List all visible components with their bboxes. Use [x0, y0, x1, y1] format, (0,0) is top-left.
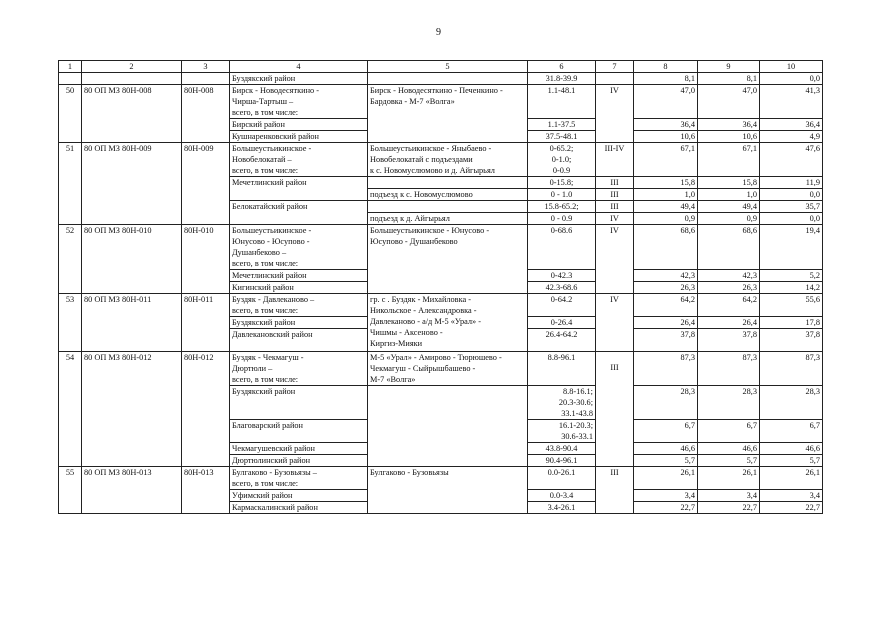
- length-value: 5,7: [698, 455, 760, 467]
- table-row: [59, 73, 823, 85]
- length-value: 49,4: [698, 201, 760, 213]
- length-value: 19,4: [760, 225, 823, 270]
- km-range: 42.3-68.6: [528, 282, 596, 294]
- header-cell: 9: [698, 61, 760, 73]
- road-category: III: [596, 201, 634, 213]
- road-name: Большеустьикинское - Юнусово - Юсупово - Душанбеково – всего, в том числе:: [230, 225, 368, 270]
- km-range: 0-68.6: [528, 225, 596, 270]
- length-value: 1,0: [698, 189, 760, 201]
- road-category: III: [596, 189, 634, 201]
- length-value: 87,3: [634, 352, 698, 386]
- length-value: 15,8: [634, 177, 698, 189]
- length-value: 46,6: [634, 443, 698, 455]
- road-category: III: [596, 177, 634, 189]
- road-category: III-IV: [596, 143, 634, 177]
- road-route: гр. с . Буздяк - Михайловка - Никольское - Александровка - Давлеканово - а/д М-5 «Урал» - Чишмы - Аксеново - Киргиз-Мияки: [368, 294, 528, 352]
- length-value: 36,4: [760, 119, 823, 131]
- km-range: 0.0-3.4: [528, 490, 596, 502]
- header-cell: 4: [230, 61, 368, 73]
- length-value: 17,8: [760, 317, 823, 329]
- km-range: 0-26.4: [528, 317, 596, 329]
- header-cell: 8: [634, 61, 698, 73]
- road-short-code: 80Н-013: [182, 467, 230, 514]
- row-number: 52: [59, 225, 82, 294]
- road-short-code: 80Н-012: [182, 352, 230, 467]
- row-number: 54: [59, 352, 82, 467]
- length-value: 1,0: [634, 189, 698, 201]
- road-short-code: 80Н-009: [182, 143, 230, 225]
- road-short-code: 80Н-010: [182, 225, 230, 294]
- length-value: 26,4: [698, 317, 760, 329]
- road-name: Бирск - Новодесяткино - Чирша-Тартыш – всего, в том числе:: [230, 85, 368, 119]
- length-value: 26,3: [634, 282, 698, 294]
- length-value: 37,8: [634, 329, 698, 352]
- km-range: 16.1-20.3; 30.6-33.1: [528, 420, 596, 443]
- length-value: 36,4: [698, 119, 760, 131]
- road-code: 80 ОП МЗ 80Н-008: [82, 85, 182, 143]
- length-value: 3,4: [760, 490, 823, 502]
- header-cell: 10: [760, 61, 823, 73]
- km-range: 1.1-37.5: [528, 119, 596, 131]
- header-cell: 5: [368, 61, 528, 73]
- district-name: Бирский район: [230, 119, 368, 131]
- header-row: [59, 61, 823, 73]
- district-name: Чекмагушевский район: [230, 443, 368, 455]
- length-value: 47,0: [634, 85, 698, 119]
- length-value: 87,3: [698, 352, 760, 386]
- km-range: 0-15.8;: [528, 177, 596, 189]
- district-name: Кигинский район: [230, 282, 368, 294]
- length-value: 14,2: [760, 282, 823, 294]
- km-range: 0-65.2; 0-1.0; 0-0.9: [528, 143, 596, 177]
- length-value: 28,3: [698, 386, 760, 420]
- length-value: 0,0: [760, 73, 823, 85]
- header-cell: 2: [82, 61, 182, 73]
- roads-table: [58, 60, 823, 514]
- km-range: 8.8-16.1; 20.3-30.6; 33.1-43.8: [528, 386, 596, 420]
- length-value: 49,4: [634, 201, 698, 213]
- length-value: 4,9: [760, 131, 823, 143]
- road-short-code: 80Н-008: [182, 85, 230, 143]
- length-value: 5,7: [634, 455, 698, 467]
- length-value: 64,2: [698, 294, 760, 317]
- km-range: 90.4-96.1: [528, 455, 596, 467]
- km-range: 43.8-90.4: [528, 443, 596, 455]
- district-name: Дюртюлинский район: [230, 455, 368, 467]
- road-code: 80 ОП МЗ 80Н-013: [82, 467, 182, 514]
- km-range: 31.8-39.9: [528, 73, 596, 85]
- length-value: 5,7: [760, 455, 823, 467]
- km-range: 37.5-48.1: [528, 131, 596, 143]
- length-value: 36,4: [634, 119, 698, 131]
- row-number: 50: [59, 85, 82, 143]
- km-range: 0.0-26.1: [528, 467, 596, 490]
- length-value: 22,7: [760, 502, 823, 514]
- road-route: подъезд к д. Айгырьял: [368, 213, 528, 225]
- length-value: 68,6: [698, 225, 760, 270]
- length-value: 26,1: [698, 467, 760, 490]
- district-name: Благоварский район: [230, 420, 368, 443]
- header-cell: 1: [59, 61, 82, 73]
- road-category: IV: [596, 85, 634, 143]
- header-cell: 7: [596, 61, 634, 73]
- road-route: Большеустьикинское - Яныбаево - Новобелокатай с подъездами к с. Новомуслюмово и д. Айгырьял: [368, 143, 528, 177]
- road-code: 80 ОП МЗ 80Н-009: [82, 143, 182, 225]
- district-name: Буздякский район: [230, 386, 368, 420]
- road-name: Буздяк - Чекмагуш - Дюртюли – всего, в том числе:: [230, 352, 368, 386]
- length-value: 41,3: [760, 85, 823, 119]
- table-row: [59, 294, 823, 317]
- km-range: 26.4-64.2: [528, 329, 596, 352]
- km-range: 15.8-65.2;: [528, 201, 596, 213]
- road-category: III: [596, 352, 634, 467]
- length-value: 22,7: [698, 502, 760, 514]
- road-code: 80 ОП МЗ 80Н-012: [82, 352, 182, 467]
- length-value: 46,6: [760, 443, 823, 455]
- length-value: 42,3: [698, 270, 760, 282]
- length-value: 47,0: [698, 85, 760, 119]
- length-value: 67,1: [698, 143, 760, 177]
- table-row: [59, 143, 823, 177]
- length-value: 15,8: [698, 177, 760, 189]
- road-code: 80 ОП МЗ 80Н-011: [82, 294, 182, 352]
- length-value: 11,9: [760, 177, 823, 189]
- page-number: 9: [436, 27, 441, 38]
- length-value: 67,1: [634, 143, 698, 177]
- length-value: 28,3: [760, 386, 823, 420]
- length-value: 0,0: [760, 213, 823, 225]
- table-row: [59, 225, 823, 270]
- km-range: 0-64.2: [528, 294, 596, 317]
- road-route: подъезд к с. Новомуслюмово: [368, 189, 528, 201]
- road-name: Большеустьикинское - Новобелокатай – всего, в том числе:: [230, 143, 368, 177]
- length-value: 28,3: [634, 386, 698, 420]
- road-category: IV: [596, 225, 634, 294]
- length-value: 0,9: [698, 213, 760, 225]
- district-name: Буздякский район: [230, 317, 368, 329]
- row-number: 53: [59, 294, 82, 352]
- length-value: 47,6: [760, 143, 823, 177]
- road-category: III: [596, 467, 634, 514]
- header-cell: 3: [182, 61, 230, 73]
- length-value: 55,6: [760, 294, 823, 317]
- km-range: 3.4-26.1: [528, 502, 596, 514]
- table-row: [59, 352, 823, 386]
- length-value: 87,3: [760, 352, 823, 386]
- km-range: 1.1-48.1: [528, 85, 596, 119]
- length-value: 26,1: [760, 467, 823, 490]
- length-value: 10,6: [698, 131, 760, 143]
- length-value: 37,8: [698, 329, 760, 352]
- district-name: Мечетлинский район: [230, 177, 368, 201]
- row-number: 51: [59, 143, 82, 225]
- district-name: Белокатайский район: [230, 201, 368, 225]
- length-value: 0,0: [760, 189, 823, 201]
- length-value: 26,3: [698, 282, 760, 294]
- road-route: Бирск - Новодесяткино - Печенкино - Бардовка - М-7 «Волга»: [368, 85, 528, 143]
- table-row: [59, 85, 823, 119]
- length-value: 5,2: [760, 270, 823, 282]
- length-value: 3,4: [634, 490, 698, 502]
- length-value: 22,7: [634, 502, 698, 514]
- km-range: 0 - 1.0: [528, 189, 596, 201]
- length-value: 0,9: [634, 213, 698, 225]
- length-value: 26,1: [634, 467, 698, 490]
- district-name: Кармаскалинский район: [230, 502, 368, 514]
- length-value: 8,1: [634, 73, 698, 85]
- district-name: Мечетлинский район: [230, 270, 368, 282]
- km-range: 0-42.3: [528, 270, 596, 282]
- road-route: Булгаково - Бузовьязы: [368, 467, 528, 514]
- length-value: 46,6: [698, 443, 760, 455]
- length-value: 6,7: [698, 420, 760, 443]
- road-route: М-5 «Урал» - Амирово - Тюрюшево - Чекмагуш - Сыйрышбашево - М-7 «Волга»: [368, 352, 528, 386]
- length-value: 37,8: [760, 329, 823, 352]
- header-cell: 6: [528, 61, 596, 73]
- district-name: Уфимский район: [230, 490, 368, 502]
- length-value: 6,7: [634, 420, 698, 443]
- length-value: 10,6: [634, 131, 698, 143]
- road-code: 80 ОП МЗ 80Н-010: [82, 225, 182, 294]
- road-category: IV: [596, 213, 634, 225]
- length-value: 6,7: [760, 420, 823, 443]
- road-name: Буздяк - Давлеканово – всего, в том числе:: [230, 294, 368, 317]
- road-name: Булгаково - Бузовьязы – всего, в том числе:: [230, 467, 368, 490]
- km-range: 0 - 0.9: [528, 213, 596, 225]
- road-category: IV: [596, 294, 634, 352]
- length-value: 3,4: [698, 490, 760, 502]
- row-number: 55: [59, 467, 82, 514]
- length-value: 8,1: [698, 73, 760, 85]
- length-value: 42,3: [634, 270, 698, 282]
- road-route: Большеустьикинское - Юнусово - Юсупово - Душанбеково: [368, 225, 528, 294]
- table-row: [59, 467, 823, 490]
- district-name: Давлекановский район: [230, 329, 368, 352]
- length-value: 26,4: [634, 317, 698, 329]
- road-short-code: 80Н-011: [182, 294, 230, 352]
- district-name: Кушнаренковский район: [230, 131, 368, 143]
- length-value: 64,2: [634, 294, 698, 317]
- length-value: 68,6: [634, 225, 698, 270]
- length-value: 35,7: [760, 201, 823, 213]
- district-name: Буздякский район: [230, 73, 368, 85]
- km-range: 8.8-96.1: [528, 352, 596, 386]
